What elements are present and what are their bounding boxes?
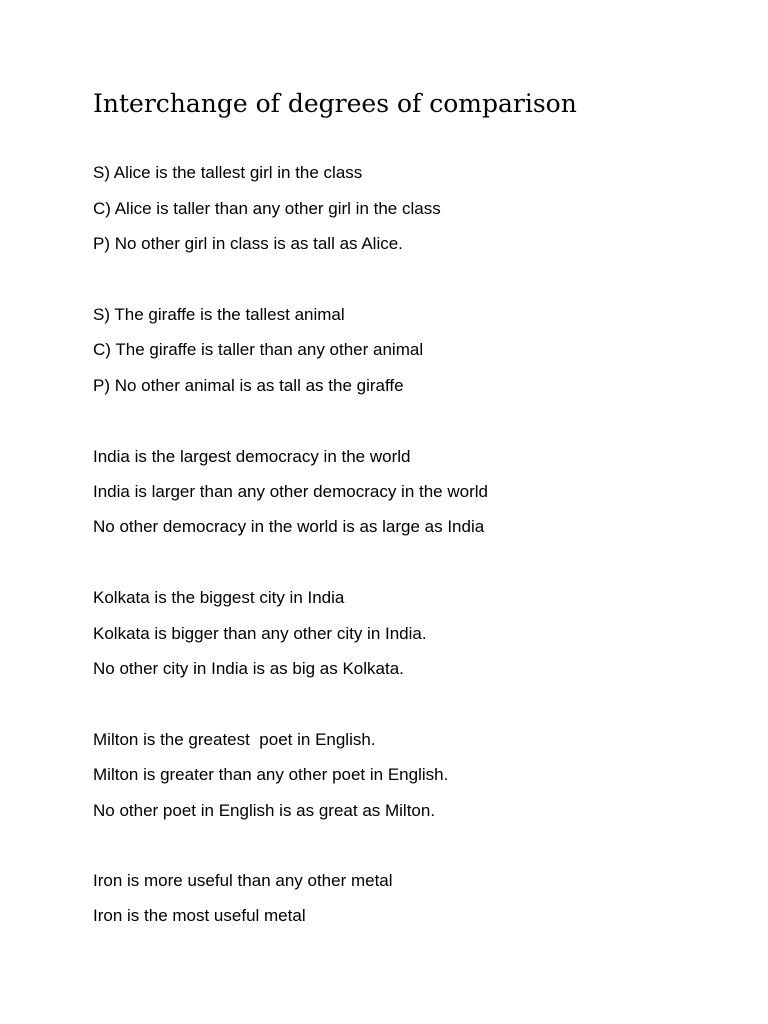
sentence-line: S) Alice is the tallest girl in the class xyxy=(93,163,363,182)
sentence-line: No other democracy in the world is as large as India xyxy=(93,517,485,536)
sentence-line: Milton is greater than any other poet in English. xyxy=(93,765,449,784)
sentence-line: India is the largest democracy in the world xyxy=(93,447,411,466)
sentence-line: C) Alice is taller than any other girl in the class xyxy=(93,199,441,218)
sentence-line: Kolkata is the biggest city in India xyxy=(93,588,345,607)
sentence-line: C) The giraffe is taller than any other animal xyxy=(93,340,424,359)
sentence-line: Iron is more useful than any other metal xyxy=(93,871,393,890)
sentence-line: No other city in India is as big as Kolkata. xyxy=(93,659,404,678)
sentence-line: No other poet in English is as great as Milton. xyxy=(93,801,436,820)
sentence-line: P) No other girl in class is as tall as Alice. xyxy=(93,234,403,253)
sentence-line: P) No other animal is as tall as the giraffe xyxy=(93,376,404,395)
sentence-line: Milton is the greatest poet in English. xyxy=(93,730,376,749)
sentence-line: Iron is the most useful metal xyxy=(93,906,306,925)
page-title: Interchange of degrees of comparison xyxy=(93,89,577,118)
sentence-line: India is larger than any other democracy in the world xyxy=(93,482,488,501)
sentence-line: Kolkata is bigger than any other city in India. xyxy=(93,624,427,643)
sentence-line: S) The giraffe is the tallest animal xyxy=(93,305,345,324)
